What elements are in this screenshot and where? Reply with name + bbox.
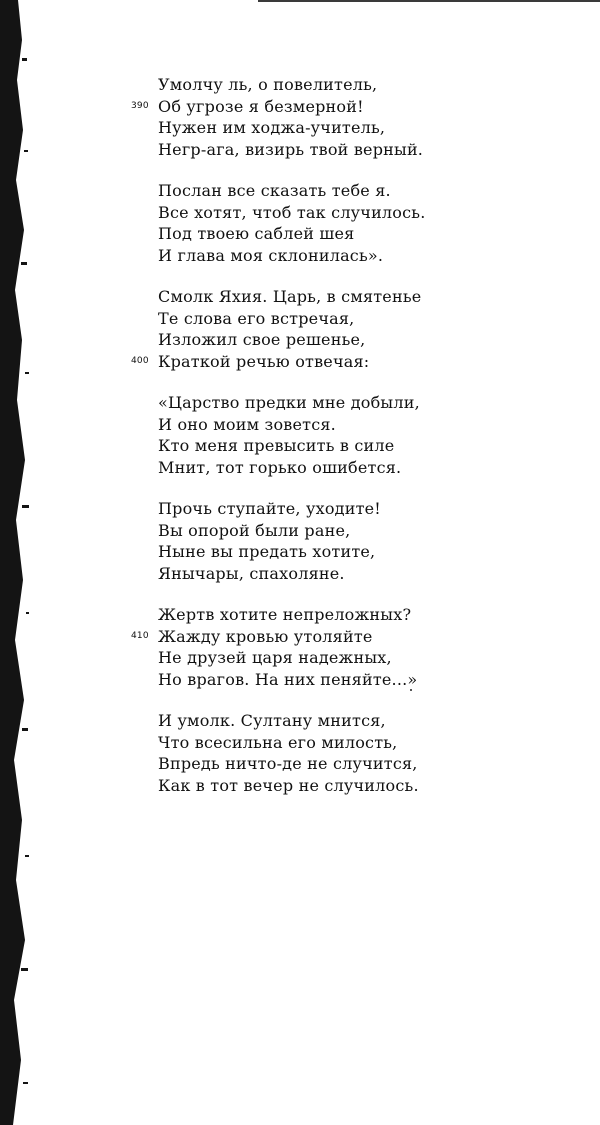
- verse-line: [158, 647, 578, 669]
- verse-line: [158, 732, 578, 754]
- verse-line: [158, 414, 578, 436]
- verse-line: [158, 223, 578, 245]
- verse-text: Как в тот вечер не случилось.: [158, 775, 419, 795]
- verse-text: И оно моим зовется.: [158, 414, 336, 434]
- verse-line: [158, 329, 578, 351]
- verse-line: [158, 245, 578, 267]
- verse-text: «Царство предки мне добыли,: [158, 393, 420, 412]
- verse-text: Вы опорой были ране,: [158, 520, 351, 540]
- verse-text: Но врагов. На них пеняйте...»: [158, 669, 418, 689]
- stanza: [158, 180, 578, 266]
- verse-line: [131, 626, 578, 648]
- print-speck: [410, 689, 412, 691]
- verse-line: [158, 308, 578, 330]
- verse-line: [158, 457, 578, 479]
- line-number: 410: [131, 630, 149, 641]
- verse-line: [158, 775, 578, 797]
- verse-text: Янычары, спахоляне.: [158, 563, 345, 583]
- verse-line: [158, 498, 578, 520]
- verse-text: Негр-ага, визирь твой верный.: [158, 139, 424, 159]
- stanza: [131, 74, 578, 160]
- verse-line: [158, 74, 578, 96]
- stanza: [158, 498, 578, 584]
- verse-line: [158, 286, 578, 308]
- verse-text: Что всесильна его милость,: [158, 732, 398, 752]
- stanza: [158, 710, 578, 796]
- verse-line: [158, 180, 578, 202]
- verse-text: Не друзей царя надежных,: [158, 648, 392, 667]
- verse-line: [158, 541, 578, 563]
- verse-text: Умолчу ль, о повелитель,: [158, 75, 378, 94]
- stanza: [131, 604, 578, 690]
- verse-text: Ныне вы предать хотите,: [158, 542, 376, 561]
- stanza: [131, 286, 578, 372]
- verse-line: [131, 96, 578, 118]
- verse-line: [158, 563, 578, 585]
- verse-line: [158, 117, 578, 139]
- verse-line: [158, 520, 578, 542]
- poem-text: [131, 74, 578, 816]
- verse-text: Об угрозе я безмерной!: [158, 96, 364, 116]
- verse-text: Послан все сказать тебе я.: [158, 181, 391, 200]
- verse-text: Прочь ступайте, уходите!: [158, 499, 381, 518]
- scanned-page-edge: [0, 0, 34, 1125]
- verse-text: Краткой речью отвечая:: [158, 351, 370, 371]
- verse-text: Кто меня превысить в силе: [158, 436, 395, 455]
- verse-line: [158, 139, 578, 161]
- verse-text: Все хотят, чтоб так случилось.: [158, 202, 426, 222]
- verse-line: [158, 753, 578, 775]
- line-number: 400: [131, 355, 149, 366]
- verse-text: Впредь ничто-де не случится,: [158, 754, 418, 773]
- verse-line: [158, 202, 578, 224]
- verse-line: [158, 669, 578, 691]
- verse-line: [158, 392, 578, 414]
- stanza: [158, 392, 578, 478]
- verse-text: Смолк Яхия. Царь, в смятенье: [158, 287, 422, 306]
- verse-text: Под твоею саблей шея: [158, 224, 355, 243]
- verse-text: И глава моя склонилась».: [158, 245, 384, 265]
- verse-line: [158, 435, 578, 457]
- verse-text: Изложил свое решенье,: [158, 330, 366, 349]
- verse-text: Те слова его встречая,: [158, 308, 355, 328]
- verse-line: [158, 710, 578, 732]
- verse-text: Мнит, тот горько ошибется.: [158, 457, 402, 477]
- verse-text: Жертв хотите непреложных?: [158, 605, 412, 624]
- verse-text: Нужен им ходжа-учитель,: [158, 118, 386, 137]
- verse-line: [158, 604, 578, 626]
- verse-line: [131, 351, 578, 373]
- line-number: 390: [131, 100, 149, 111]
- top-rule: [258, 0, 600, 2]
- verse-text: Жажду кровью утоляйте: [158, 626, 373, 646]
- verse-text: И умолк. Султану мнится,: [158, 711, 386, 730]
